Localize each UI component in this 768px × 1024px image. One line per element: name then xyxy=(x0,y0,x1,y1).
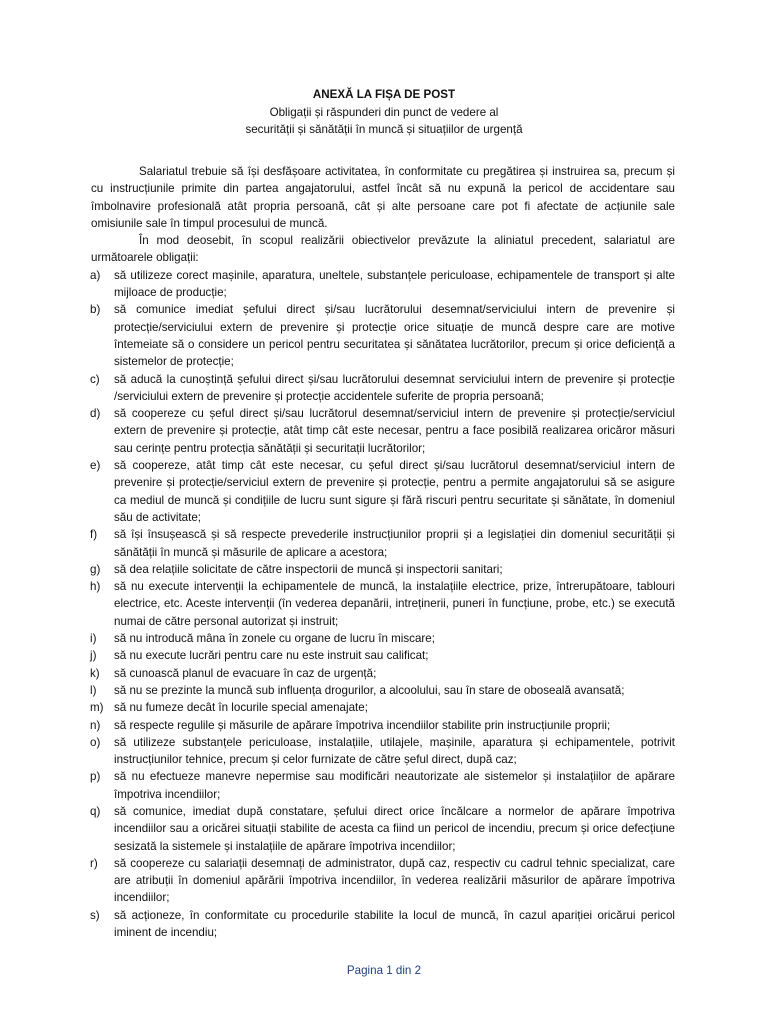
list-marker: g) xyxy=(90,562,101,576)
intro-paragraph: Salariatul trebuie să își desfășoare activitatea, în conformitate cu pregătirea și instruirea sa, precum și cu instrucțiunile primite din partea angajatorului, astfel încât să nu expună la pericol de accidentare sau îmbolnavire profesională atât propria persoană, cât și alte persoane care pot fi afectate de acțiunile sale omisiunile sale în timpul procesului de muncă. xyxy=(91,165,675,230)
list-item-text: să cunoască planul de evacuare în caz de urgență; xyxy=(114,666,377,680)
list-item-text: să nu fumeze decât în locurile special amenajate; xyxy=(114,701,368,715)
list-marker: l) xyxy=(90,683,97,697)
list-item-text: să nu execute intervenții la echipamentele de muncă, la instalațiile electrice, prize, întrerupătoare, tablouri electrice, etc. Aceste intervenții (în vederea depanării, intreținerii, puneri în funcțiune, probe, etc.) se execută numai de către personal autorizat și instruit; xyxy=(114,580,675,628)
list-marker: j) xyxy=(90,649,97,663)
list-item xyxy=(91,665,675,682)
list-item xyxy=(91,405,675,457)
list-marker: d) xyxy=(90,407,101,421)
list-item-text: să nu execute lucrări pentru care nu este instruit sau calificat; xyxy=(114,649,429,663)
list-item-text: să aducă la cunoștință șefului direct și/sau lucrătorului desemnat serviciului intern de prevenire și protecție /serviciului extern de prevenire și protecție accidentele suferite de propria persoană; xyxy=(114,372,675,403)
list-item xyxy=(91,855,675,907)
list-item xyxy=(91,803,675,855)
list-item xyxy=(91,457,675,526)
list-item-text: să nu se prezinte la muncă sub influența drogurilor, a alcoolului, sau în stare de oboseală avansată; xyxy=(114,683,625,697)
list-marker: s) xyxy=(90,908,100,922)
list-item xyxy=(91,734,675,769)
document-title: ANEXĂ LA FIȘA DE POST xyxy=(312,88,456,101)
list-item xyxy=(91,578,675,630)
list-item xyxy=(91,630,675,647)
list-marker: m) xyxy=(90,701,104,715)
list-item-text: să coopereze cu șeful direct și/sau lucrătorul desemnat/serviciul intern de prevenire și protecție/serviciul extern de prevenire și protecție, atât timp cât este necesar, pentru a face posibilă realizarea oricăror măsuri sau cerințe pentru protecția sănătății și securitații lucrătorilor; xyxy=(114,407,675,455)
list-item-text: să coopereze, atât timp cât este necesar, cu șeful direct și/sau lucrătorul desemnat/serviciul intern de prevenire și protecție/serviciul extern de prevenire și protecție, pentru a permite angajatorului să se asigure ca mediul de muncă și condițiile de lucru sunt sigure și fără riscuri pentru securitate și sănătate, în domeniul său de activitate; xyxy=(114,459,675,524)
list-marker: a) xyxy=(90,268,101,282)
page-number: Pagina 1 din 2 xyxy=(346,964,422,977)
list-item xyxy=(91,699,675,716)
list-marker: k) xyxy=(90,666,100,680)
list-marker: h) xyxy=(90,580,101,594)
intro-paragraph: În mod deosebit, în scopul realizării obiectivelor prevăzute la aliniatul precedent, salariatul are următoarele obligații: xyxy=(91,234,675,265)
obligations-list xyxy=(91,267,675,942)
list-item-text: să comunice, imediat după constatare, șefului direct orice încălcare a normelor de apărare împotriva incendiilor sau a oricărei situații stabilite de acesta ca fiind un pericol de incendiu, precum și orice defecțiune sesizată la sistemele și instalațiile de apărare împotriva incendiilor; xyxy=(114,804,675,853)
list-marker: b) xyxy=(90,303,101,317)
list-item-text: să își însușească și să respecte prevederile instrucțiunilor proprii și a legislației din domeniul securității și sănătății în muncă și măsurile de aplicare a acestora; xyxy=(114,528,675,559)
list-item-text: să utilizeze corect mașinile, aparatura, uneltele, substanțele periculoase, echipamentele de transport și alte mijloace de producție; xyxy=(114,268,675,300)
list-item-text: să coopereze cu salariații desemnați de administrator, după caz, respectiv cu cadrul tehnic specializat, care are atribuții în domeniul apărării împotriva incendiilor, în vederea realizării măsurilor de apărare împotriva incendiilor; xyxy=(114,856,675,905)
list-item xyxy=(91,561,675,578)
document-subtitle-line2: securității și sănătății în muncă și situațiilor de urgență xyxy=(245,123,523,136)
list-marker: f) xyxy=(90,528,98,542)
list-item-text: să comunice imediat șefului direct și/sau lucrătorului desemnat/serviciului intern de prevenire și protecție/serviciului extern de prevenire și protecție orice situație de muncă despre care are motive întemeiate să o considere un pericol pentru securitatea și sănătatea lucrătorilor, precum și orice deficiență a sistemelor de protecție; xyxy=(114,303,675,369)
list-item-text: să nu introducă mâna în zonele cu organe de lucru în miscare; xyxy=(114,632,435,646)
list-item-text: să utilizeze substanțele periculoase, instalațiile, utilajele, mașinile, aparatura și echipamentele, potrivit instrucțiunilor tehnice, precum și celor furnizate de către șeful direct, după caz; xyxy=(114,735,675,767)
page-footer xyxy=(0,964,768,977)
list-marker: e) xyxy=(90,459,101,473)
list-item-text: să acționeze, în conformitate cu procedurile stabilite la locul de muncă, în cazul apariției oricărui pericol iminent de incendiu; xyxy=(114,908,675,940)
document-subtitle-line1: Obligații și răspunderi din punct de vedere al xyxy=(269,105,499,119)
list-item xyxy=(91,371,675,406)
document-header xyxy=(0,86,768,139)
list-item xyxy=(91,267,675,302)
list-marker: c) xyxy=(90,372,100,386)
list-marker: q) xyxy=(90,804,101,818)
list-marker: i) xyxy=(90,632,97,646)
list-marker: p) xyxy=(90,770,101,784)
list-item xyxy=(91,768,675,803)
list-item xyxy=(91,907,675,942)
list-item xyxy=(91,647,675,664)
list-item xyxy=(91,301,675,370)
list-item xyxy=(91,717,675,734)
list-item-text: să respecte regulile și măsurile de apărare împotriva incendiilor stabilite prin instrucțiunile proprii; xyxy=(114,718,611,732)
list-item xyxy=(91,682,675,699)
list-item-text: să nu efectueze manevre nepermise sau modificări neautorizate ale sistemelor și instalațiilor de apărare împotriva incendiilor; xyxy=(114,770,675,801)
list-item-text: să dea relațiile solicitate de către inspectorii de muncă și inspectorii sanitari; xyxy=(114,562,503,576)
document-body xyxy=(91,163,675,941)
list-item xyxy=(91,526,675,561)
list-marker: r) xyxy=(90,856,98,870)
list-marker: o) xyxy=(90,735,101,749)
list-marker: n) xyxy=(90,718,101,732)
